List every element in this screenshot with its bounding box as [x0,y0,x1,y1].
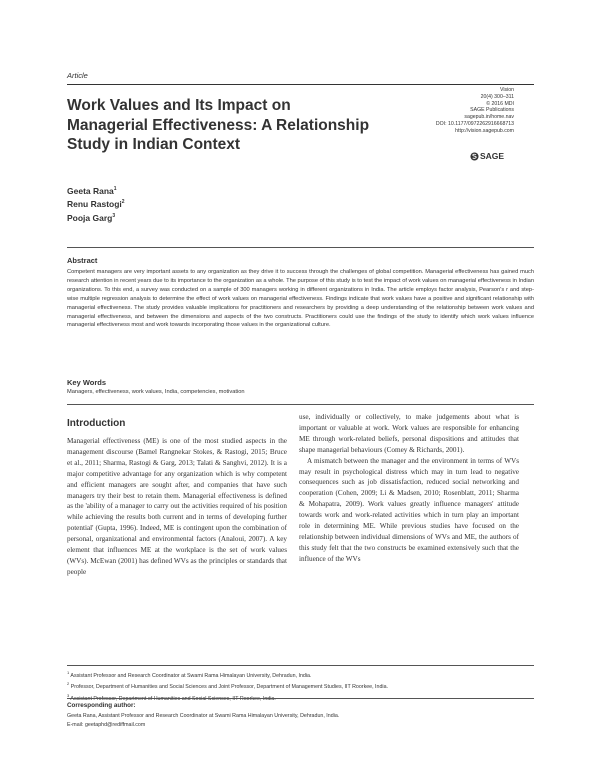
corresponding-author-heading: Corresponding author: [67,702,136,709]
doi[interactable]: DOI: 10.1177/0972262916668713 [435,120,514,127]
keywords-text: Managers, effectiveness, work values, India, competencies, motivation [67,389,245,395]
introduction-heading: Introduction [67,418,126,429]
footnote-1: $^1$ Assistant Professor and Research Coordinator at Swami Rama Himalayan University, Dehradun, India. [67,670,312,679]
permissions-link[interactable]: sagepub.in/home.nav [464,114,514,121]
volume-pages: 20(4) 300–311 [480,93,514,100]
intro-paragraph-1-continued: use, individually or collectively, to make judgements about what is important or valuable at work. Work values are responsible for enhancing ME through work-related beliefs, personal dispositions and attitudes that shape managerial behaviours (Comey & Richards, 2001). [299,413,519,454]
author-list [67,184,125,224]
footnote-2: $^2$ Professor, Department of Humanities and Social Sciences and Joint Professor, Department of Management Studies, IIT Roorkee, India. [67,681,389,691]
article-type-label: Article [67,71,88,80]
article-title [67,96,397,155]
keywords-heading: Key Words [67,378,107,387]
corresponding-author-affiliation: Geeta Rana, Assistant Professor and Research Coordinator at Swami Rama Himalayan University, Dehradun, India. [67,713,340,719]
sage-circle-icon [470,152,479,161]
footnote-3: $^3$ Assistant Professor, Department of Humanities and Social Sciences, IIT Roorkee, India. [67,692,276,702]
body-column-right [299,412,519,565]
intro-paragraph-1: Managerial effectiveness (ME) is one of the most studied aspects in the management discourse (Bamel Rangnekar Stokes, & Rastogi, 2015; Bruce et al., 2011; Sharma, Rastogi & Garg, 2013; Talati & Sanghvi, 2012). It is a major competitive advantage for any organization which is why competent and efficient managers are sought after, and companies that have such managers try their best to retain them. Managerial effectiveness is defined as the 'ability of a manager to carry out the activities required of his position while achieving the results both current and in terms of developing further potential' (Gupta, 1996). Indeed, ME is contingent upon the combination of personal, organizational and environmental factors (Analoui, 2007). A key element that influences ME at the workplace is the set of work values (WVs). McEwan (2001) has defined WVs as the principles or standards that people [67,437,287,576]
corresponding-rule [67,698,534,699]
author-1: Geeta Rana$^1$ [67,185,117,196]
abstract-rule [67,247,534,248]
title-line-1: Work Values and Its Impact on [67,97,291,114]
title-line-2: Managerial Effectiveness: A Relationship [67,116,370,134]
abstract-text: Competent managers are very important assets to any organization as they drive it to success through the challenges of global competition. Managerial effectiveness has gained much research attention in recent years due to its importance to the organization as a whole. The purpose of this study is to test the impact of work values on managerial effectiveness in Indian organizations. To this end, a survey was conducted on a sample of 300 managers working in different organizations in India. The article employs factor analysis, Pearson's r and step-wise multiple regression analysis to determine the effect of work values on managerial effectiveness. Findings indicate that work values have a positive and significant relationship with managerial effectiveness. The study provides valuable implications for practitioners and researchers by providing a deep understanding of the relationship between work values and managerial effectiveness, and between the dimensions and aspects of the two constructs. Practitioners could use the findings of the study to identify which work values influence managerial effectiveness most and work towards incorporating those values in the organizational culture. [67,269,534,329]
corresponding-author-email[interactable]: E-mail: geetaphd@rediffmail.com [67,721,146,728]
journal-name: Vision [499,87,514,93]
keywords-rule [67,404,534,405]
sage-logo-text: SAGE [480,151,505,161]
journal-url[interactable]: http://vision.sagepub.com [455,127,514,134]
publisher: SAGE Publications [470,107,514,114]
corresponding-author-info [67,712,534,729]
title-line-3: Study in Indian Context [67,136,241,153]
sage-logo [470,151,504,161]
publication-info [400,87,514,135]
author-3: Pooja Garg$^3$ [67,212,116,223]
header-rule [67,84,534,85]
author-2: Renu Rastogi$^2$ [67,199,125,210]
body-column-left [67,436,287,578]
intro-paragraph-2: A mismatch between the manager and the environment in terms of WVs may result in psychological distress which may in turn lead to negative consequences such as job dissatisfaction, reduced social networking and cooperation (Cohen, 2009; Li & Madsen, 2010; Rosenblatt, 2011; Sharma & Mohapatra, 2009). Work values greatly influence managers' attitude towards work and work-related activities which in turn play an important role in determining ME. While previous studies have focused on the relationship between individual dimensions of WVs and ME, the authors of this study felt that the two constructs be examined extensively such that the influence of the WVs [299,456,519,563]
abstract-heading: Abstract [67,256,98,265]
footnote-rule [67,665,534,666]
copyright: © 2016 MDI [486,100,514,107]
